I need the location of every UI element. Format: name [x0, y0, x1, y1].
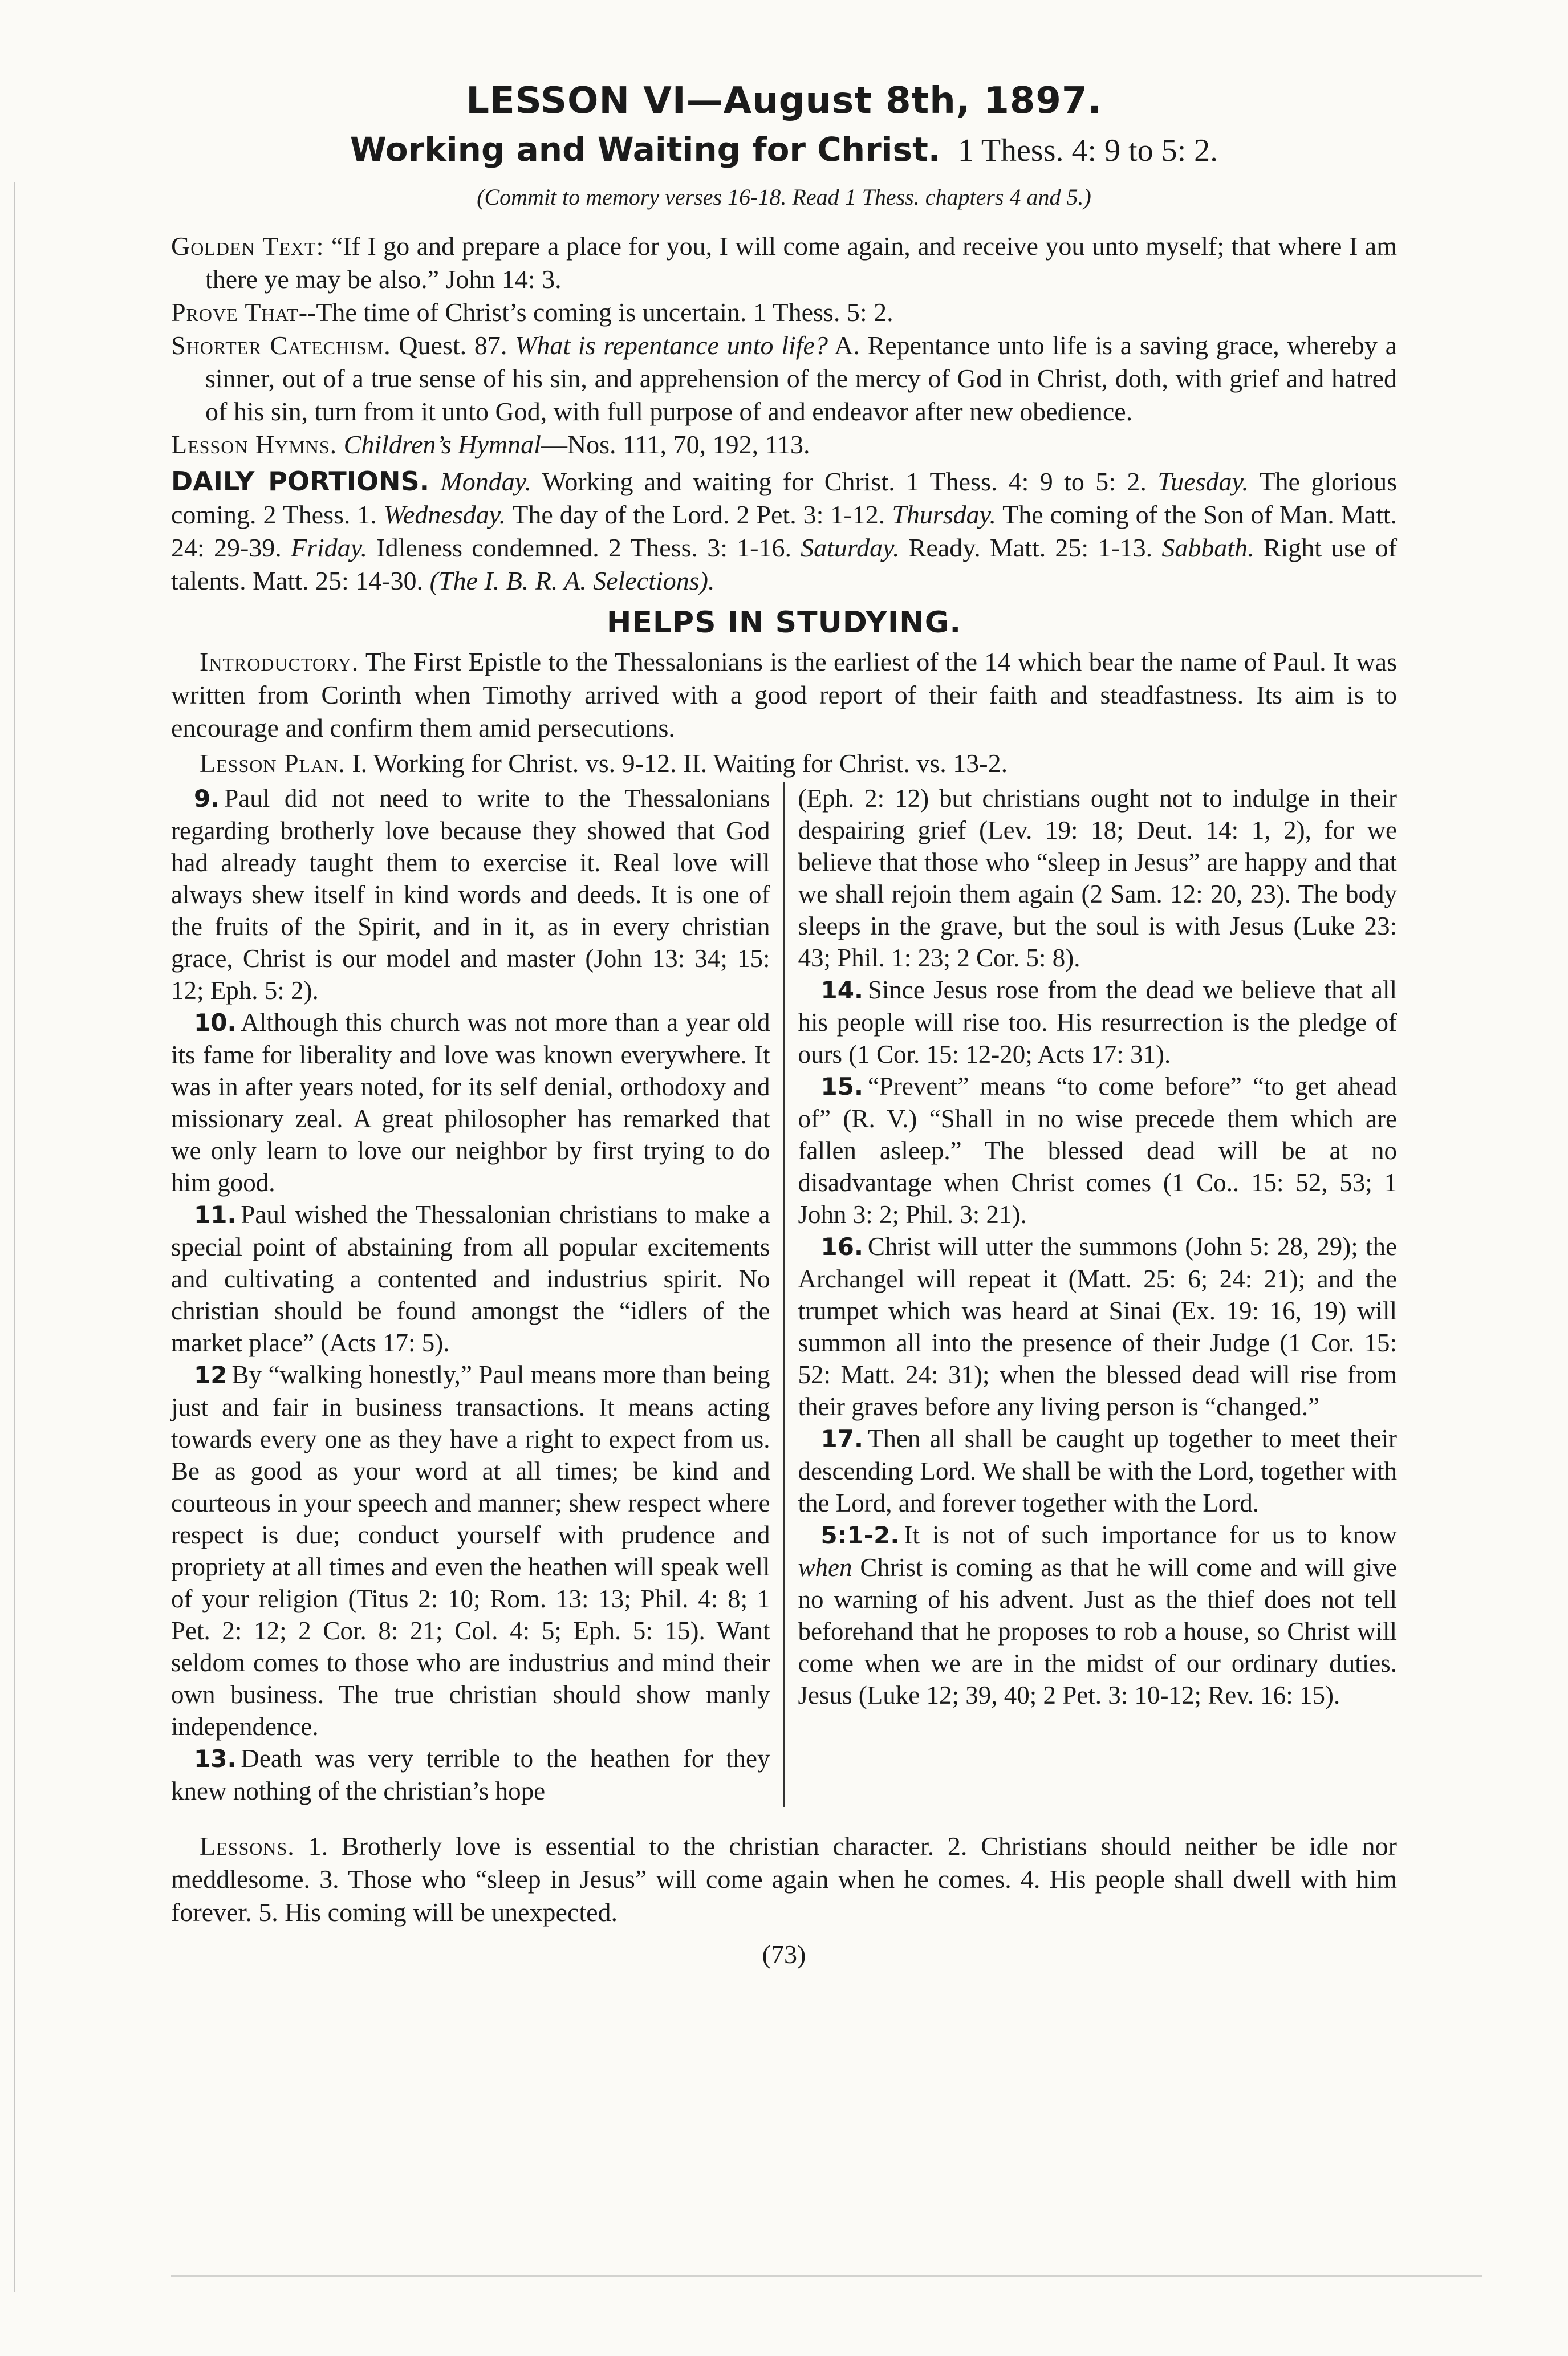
day-wednesday: Wednesday.: [383, 500, 506, 529]
prove-that: [171, 296, 1397, 329]
note-text: Death was very terrible to the heathen for they knew nothing of the christian’s hope: [171, 1744, 770, 1805]
lessons-label: Lessons.: [200, 1831, 295, 1861]
note-verse-16: [798, 1230, 1398, 1423]
note-text: Christ will utter the summons (John 5: 28, 29); the Archangel will repeat it (Matt. 25: 6; 24: 21); and the trumpet which was heard at Sinai (Ex. 19: 16, 19) will summon all into the presence of their Judge (1 Cor. 15: 52: Matt. 24: 31); when the blessed dead will rise from their graves before any living person is “changed.”: [798, 1232, 1397, 1421]
note-number: 17.: [820, 1425, 863, 1453]
lessons-summary: [171, 1830, 1397, 1929]
note-number: 14.: [820, 976, 863, 1004]
portion-thursday: The coming of the Son of Man. Matt. 24: 29-39.: [171, 500, 1398, 562]
note-text: Christ is coming as that he will come and will give no warning of his advent. Just as the thief does not tell beforehand that he proposes to rob a house, so Christ will come when we are in the midst of our ordinary duties. Jesus (Luke 12; 39, 40; 2 Pet. 3: 10-12; Rev. 16: 15).: [798, 1553, 1397, 1709]
day-tuesday: Tuesday.: [1157, 467, 1249, 496]
lesson-plan-body: I. Working for Christ. vs. 9-12. II. Waiting for Christ. vs. 13-2.: [352, 749, 1008, 778]
note-verse-9: [171, 782, 770, 1006]
note-verse-13-cont: [798, 782, 1398, 974]
portion-tuesday: The glorious coming. 2 Thess. 1.: [171, 467, 1398, 529]
note-text: Then all shall be caught up together to meet their descending Lord. We shall be with the Lord, together with the Lord, and forever together with the Lord.: [798, 1424, 1397, 1517]
note-verse-14: [798, 974, 1398, 1070]
prove-that-label: Prove That: [171, 298, 299, 327]
note-emphasis: when: [798, 1553, 852, 1582]
shorter-catechism: [171, 329, 1397, 428]
portion-monday: Working and waiting for Christ. 1 Thess. 4: 9 to 5: 2.: [542, 467, 1147, 496]
scan-bottom-line: [171, 2275, 1482, 2277]
note-text: By “walking honestly,” Paul means more than being just and fair in business transactions. It means acting towards every one as they have a right to expect from us. Be as good as your word at all times; be kind and courteous in your speech and manner; shew respect where respect is due; conduct yourself with prudence and propriety at all times and even the heathen will speak well of your religion (Titus 2: 10; Rom. 13: 13; Phil. 4: 8; 1 Pet. 2: 12; 2 Cor. 8: 21; Col. 4: 5; Eph. 5: 15). Want seldom comes to those who are industrius and mind their own business. The true christian should show manly independence.: [171, 1360, 770, 1741]
catechism-question: What is repentance unto life?: [515, 331, 828, 360]
note-text: Paul did not need to write to the Thessalonians regarding brotherly love because they showed that God had already taught them to exercise it. Real love will always shew itself in kind words and deeds. It is one of the fruits of the Spirit, and in it, as in every christian grace, Christ is our model and master (John 13: 34; 15: 12; Eph. 5: 2).: [171, 784, 770, 1005]
daily-portions-label: DAILY PORTIONS.: [171, 466, 430, 497]
introductory-body: The First Epistle to the Thessalonians is the earliest of the 14 which bear the name of Paul. It was written from Corinth when Timothy arrived with a good report of their faith and steadfastness. Its aim is to encourage and confirm them amid persecutions.: [171, 647, 1397, 742]
day-sabbath: Sabbath.: [1161, 533, 1254, 562]
note-verse-10: [171, 1006, 770, 1199]
note-text: “Prevent” means “to come before” “to get ahead of” (R. V.) “Shall in no wise precede them which are fallen asleep.” The blessed dead will be at no disadvantage when Christ comes (1 Co.. 15: 52, 53; 1 John 3: 2; Phil. 3: 21).: [798, 1072, 1397, 1229]
golden-text-label: Golden Text:: [171, 231, 324, 261]
catechism-answer: A. Repentance unto life is a saving grace, whereby a sinner, out of a true sense of his sin, and apprehension of the mercy of God in Christ, doth, with grief and hatred of his sin, turn from it unto God, with full purpose of and endeavor after new obedience.: [205, 331, 1398, 426]
lesson-plan: [171, 747, 1397, 780]
note-verse-11: [171, 1199, 770, 1359]
note-verse-5-1-2: [798, 1519, 1398, 1711]
portions-note: (The I. B. R. A. Selections).: [429, 566, 715, 595]
introductory: [171, 645, 1397, 745]
catechism-label: Shorter Catechism.: [171, 331, 391, 360]
day-friday: Friday.: [290, 533, 368, 562]
note-verse-15: [798, 1070, 1398, 1230]
page-number: (73): [762, 1940, 806, 1969]
lesson-plan-label: Lesson Plan.: [200, 749, 346, 778]
lessons-body: 1. Brotherly love is essential to the christian character. 2. Christians should neither be idle nor meddlesome. 3. Those who “sleep in Jesus” will come again when he comes. 4. His people shall dwell with him forever. 5. His coming will be unexpected.: [171, 1831, 1398, 1927]
portion-sabbath: Right use of talents. Matt. 25: 14-30.: [171, 533, 1398, 595]
portion-wednesday: The day of the Lord. 2 Pet. 3: 1-12.: [512, 500, 885, 529]
lesson-title: LESSON VI—August 8th, 1897.: [466, 80, 1102, 122]
note-number: 15.: [820, 1073, 863, 1100]
note-verse-12: [171, 1359, 770, 1742]
portion-saturday: Ready. Matt. 25: 1-13.: [908, 533, 1153, 562]
note-number: 13.: [194, 1745, 237, 1773]
prove-that-body: --The time of Christ’s coming is uncertain. 1 Thess. 5: 2.: [298, 298, 893, 327]
hymns-numbers: —Nos. 111, 70, 192, 113.: [541, 430, 810, 459]
note-verse-17: [798, 1423, 1398, 1519]
day-saturday: Saturday.: [801, 533, 900, 562]
note-number: 12: [194, 1361, 228, 1389]
lesson-subtitle: [171, 130, 1397, 169]
introductory-label: Introductory.: [200, 647, 359, 676]
note-number: 10.: [194, 1009, 237, 1037]
note-number: 9.: [194, 785, 220, 813]
day-thursday: Thursday.: [892, 500, 996, 529]
note-text: Since Jesus rose from the dead we believe that all his people will rise too. His resurrection is the pledge of ours (1 Cor. 15: 12-20; Acts 17: 31).: [798, 976, 1397, 1069]
scan-edge-line: [14, 182, 15, 2292]
note-text: It is not of such importance for us to know: [904, 1521, 1397, 1549]
note-text: (Eph. 2: 12) but christians ought not to indulge in their despairing grief (Lev. 19: 18; Deut. 14: 1, 2), for we believe that those who “sleep in Jesus” are happy and that we shall rejoin them again (2 Sam. 12: 20, 23). The body sleeps in the grave, but the soul is with Jesus (Luke 23: 43; Phil. 1: 23; 2 Cor. 5: 8).: [798, 784, 1397, 972]
hymns-book: Children’s Hymnal: [343, 430, 541, 459]
two-column-notes: [171, 782, 1397, 1807]
hymns-label: Lesson Hymns.: [171, 430, 338, 459]
portion-friday: Idleness condemned. 2 Thess. 3: 1-16.: [376, 533, 791, 562]
lesson-hymns: [171, 428, 1397, 461]
catechism-quest: Quest. 87.: [399, 331, 507, 360]
right-column: [785, 782, 1398, 1807]
day-monday: Monday.: [440, 467, 532, 496]
left-column: [171, 782, 785, 1807]
note-number: 11.: [194, 1201, 237, 1229]
golden-text: [171, 230, 1397, 296]
note-text: Paul wished the Thessalonian christians to make a special point of abstaining from all popular excitements and cultivating a contented and industrius spirit. No christian should be found amongst the “idlers of the market place” (Acts 17: 5).: [171, 1200, 770, 1357]
helps-heading: HELPS IN STUDYING.: [606, 606, 962, 640]
page: [171, 80, 1397, 1969]
golden-text-body: “If I go and prepare a place for you, I will come again, and receive you unto myself; that where I am there ye may be also.” John 14: 3.: [205, 231, 1397, 294]
note-verse-13: [171, 1742, 770, 1807]
daily-portions: [171, 465, 1397, 598]
subtitle-ref: 1 Thess. 4: 9 to 5: 2.: [957, 133, 1218, 168]
note-number: 5:1-2.: [820, 1521, 900, 1549]
commit-note: (Commit to memory verses 16-18. Read 1 Thess. chapters 4 and 5.): [477, 184, 1091, 210]
note-text: Although this church was not more than a year old its fame for liberality and love was known everywhere. It was in after years noted, for its self denial, orthodoxy and missionary zeal. A great philosopher has remarked that we only learn to love our neighbor by first trying to do him good.: [171, 1008, 770, 1197]
note-number: 16.: [820, 1233, 863, 1261]
subtitle-main: Working and Waiting for Christ.: [350, 130, 941, 169]
